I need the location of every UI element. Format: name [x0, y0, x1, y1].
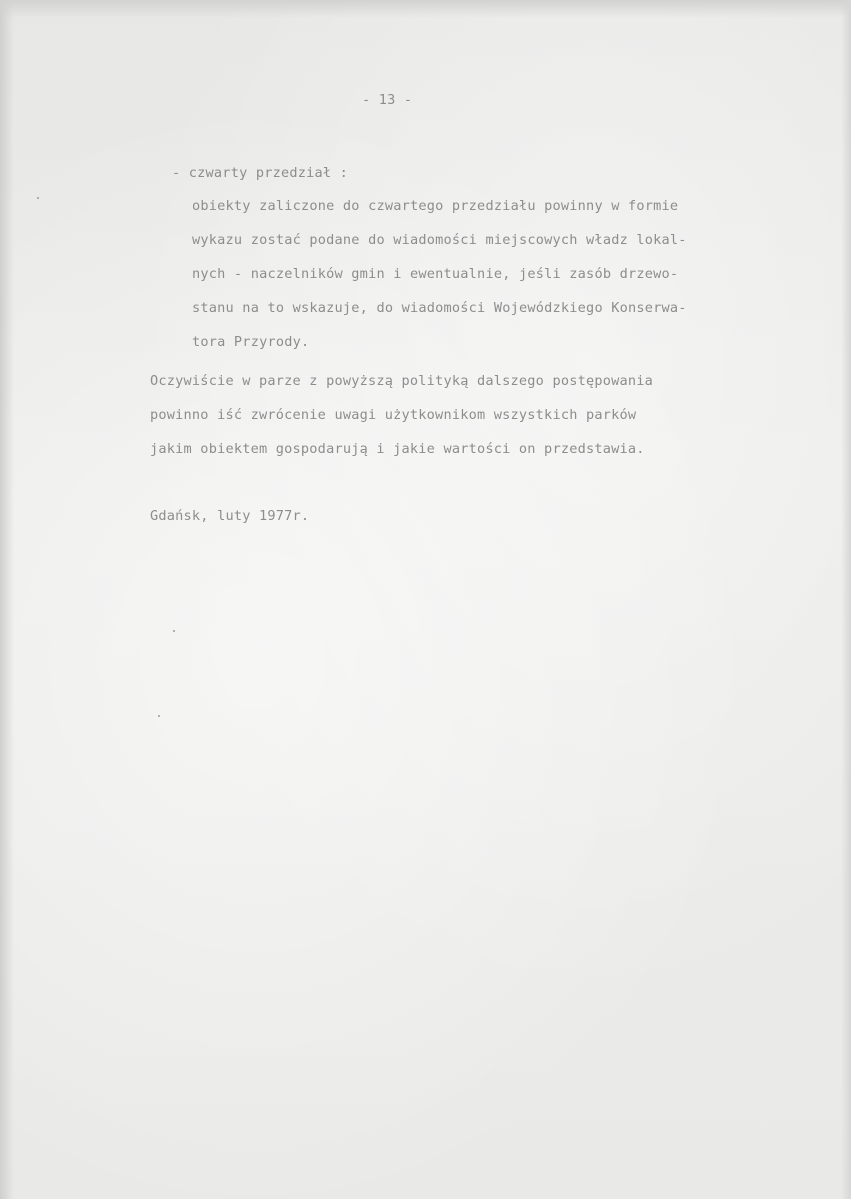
scan-edge-left	[0, 0, 14, 1199]
section-line: nych - naczelników gmin i ewentualnie, jeśli zasób drzewo-	[192, 266, 679, 282]
scan-speck	[173, 630, 175, 632]
place-date-line: Gdańsk, luty 1977r.	[150, 508, 310, 524]
paragraph-line: Oczywiście w parze z powyższą polityką dalszego postępowania	[150, 373, 654, 389]
scan-speck	[158, 715, 160, 717]
section-line: obiekty zaliczone do czwartego przedziału powinny w formie	[192, 198, 679, 214]
page-number: - 13 -	[362, 92, 413, 108]
section-line: stanu na to wskazuje, do wiadomości Wojewódzkiego Konserwa-	[192, 300, 687, 316]
paragraph-line: jakim obiektem gospodarują i jakie wartości on przedstawia.	[150, 441, 645, 457]
section-line: wykazu zostać podane do wiadomości miejscowych władz lokal-	[192, 232, 687, 248]
paragraph-line: powinno iść zwrócenie uwagi użytkownikom wszystkich parków	[150, 407, 637, 423]
section-line: tora Przyrody.	[192, 334, 310, 350]
scan-edge-top	[0, 0, 851, 18]
section-heading: - czwarty przedział :	[172, 165, 349, 181]
scan-speck	[37, 197, 39, 199]
scan-edge-right	[841, 0, 851, 1199]
